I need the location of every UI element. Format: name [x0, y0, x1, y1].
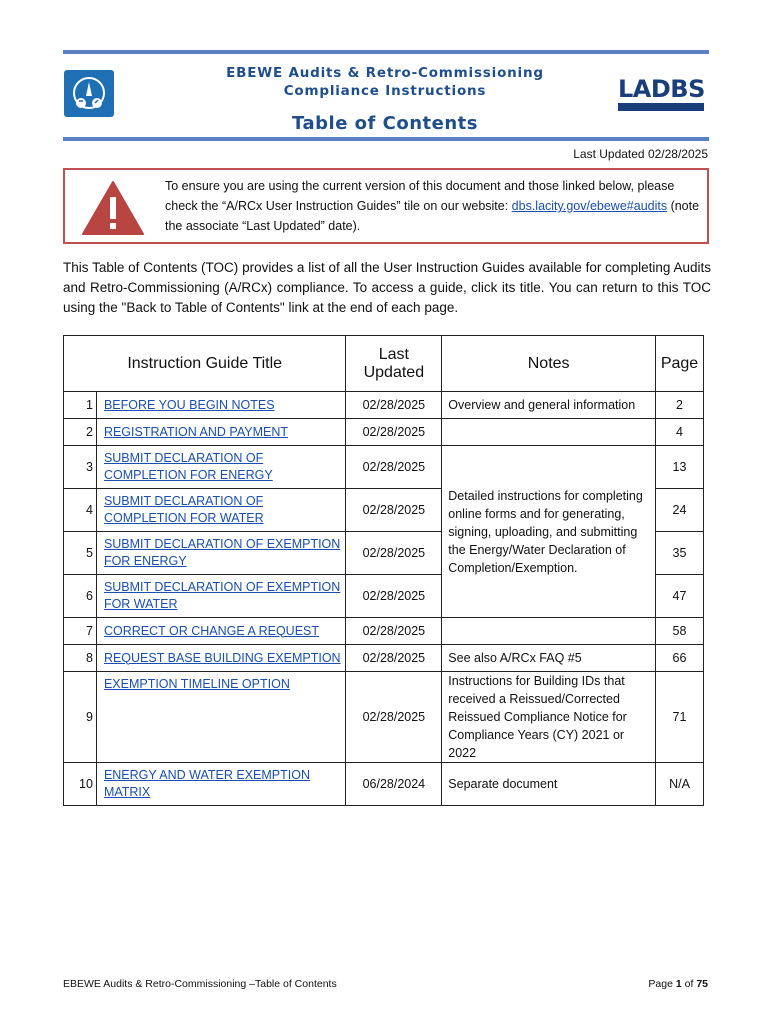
row-title-cell	[96, 532, 345, 575]
row-title-cell	[96, 392, 345, 419]
table-row	[64, 763, 704, 806]
row-page: 13	[656, 446, 704, 489]
row-notes: Overview and general information	[442, 392, 656, 419]
row-title-cell	[96, 489, 345, 532]
page-current: 1	[675, 978, 682, 990]
guide-link[interactable]: REQUEST BASE BUILDING EXEMPTION	[103, 650, 341, 665]
row-page: 47	[656, 575, 704, 618]
last-updated-date: Last Updated 02/28/2025	[573, 147, 708, 161]
guide-link[interactable]: SUBMIT DECLARATION OF EXEMPTION FOR ENERGY	[103, 537, 341, 568]
table-row	[64, 392, 704, 419]
merged-notes: Detailed instructions for completing online forms and for generating, signing, uploading, and submitting the Energy/Water Declaration of Completion/Exemption.	[442, 446, 656, 618]
table-row	[64, 446, 704, 489]
row-title-cell	[96, 419, 345, 446]
guide-link[interactable]: ENERGY AND WATER EXEMPTION MATRIX	[103, 768, 310, 799]
warning-text	[165, 176, 701, 236]
header-updated-line2: Updated	[363, 363, 425, 381]
row-date: 02/28/2025	[346, 446, 442, 489]
top-divider	[63, 50, 709, 54]
row-number: 10	[64, 763, 97, 806]
row-number: 7	[64, 618, 97, 645]
header-page: Page	[656, 336, 704, 392]
warning-box	[63, 168, 709, 244]
table-row	[64, 672, 704, 763]
row-date: 02/28/2025	[346, 419, 442, 446]
page-total: 75	[696, 978, 708, 990]
row-notes: Separate document	[442, 763, 656, 806]
row-number: 8	[64, 645, 97, 672]
footer-page-number	[648, 978, 708, 990]
header-updated-line1: Last	[378, 345, 409, 363]
row-page: N/A	[656, 763, 704, 806]
page-prefix: Page	[648, 978, 676, 990]
website-link[interactable]: dbs.lacity.gov/ebewe#audits	[511, 199, 668, 213]
row-number: 2	[64, 419, 97, 446]
row-date: 02/28/2025	[346, 575, 442, 618]
row-date: 02/28/2025	[346, 618, 442, 645]
page-mid: of	[681, 978, 697, 990]
row-number: 9	[64, 672, 97, 763]
row-page: 71	[656, 672, 704, 763]
toc-header-row	[64, 336, 704, 392]
warning-text-before: To ensure you are using the current version of this document and those linked below, please check the “A/RCx User Instruction Guides” tile on our website:	[165, 179, 675, 213]
ladbs-logo-bar	[618, 103, 704, 111]
guide-link[interactable]: BEFORE YOU BEGIN NOTES	[103, 397, 275, 412]
row-number: 3	[64, 446, 97, 489]
ladbs-logo-text: LADBS	[618, 75, 705, 103]
row-date: 02/28/2025	[346, 672, 442, 763]
header-line-1: EBEWE Audits & Retro-Commissioning	[226, 65, 544, 81]
warning-text-after: (note the associate “Last Updated” date).	[165, 199, 700, 233]
row-number: 5	[64, 532, 97, 575]
row-notes	[442, 419, 656, 446]
row-page: 58	[656, 618, 704, 645]
row-page: 4	[656, 419, 704, 446]
row-title-cell	[96, 618, 345, 645]
ladbs-logo	[618, 76, 708, 112]
row-page: 66	[656, 645, 704, 672]
row-notes: Instructions for Building IDs that received a Reissued/Corrected Reissued Compliance Notice for Compliance Years (CY) 2021 or 2022	[442, 672, 656, 763]
row-number: 1	[64, 392, 97, 419]
row-date: 02/28/2025	[346, 489, 442, 532]
row-date: 06/28/2024	[346, 763, 442, 806]
page-title: Table of Contents	[292, 113, 478, 134]
row-notes	[442, 618, 656, 645]
row-title-cell	[96, 446, 345, 489]
header-notes: Notes	[442, 336, 656, 392]
warning-icon	[81, 180, 145, 241]
guide-link[interactable]: REGISTRATION AND PAYMENT	[103, 424, 288, 439]
row-date: 02/28/2025	[346, 532, 442, 575]
row-notes: See also A/RCx FAQ #5	[442, 645, 656, 672]
intro-paragraph: This Table of Contents (TOC) provides a list of all the User Instruction Guides available for completing Audits and Retro-Commissioning (A/RCx) compliance. To access a guide, click its title. You can return to this TOC using the "Back to Table of Contents" link at the end of each page.	[63, 260, 711, 315]
document-header	[150, 65, 620, 134]
toc-table	[63, 335, 704, 806]
table-row	[64, 618, 704, 645]
row-number: 4	[64, 489, 97, 532]
header-line-2: Compliance Instructions	[283, 83, 487, 99]
header-last-updated	[346, 336, 442, 392]
guide-link[interactable]: SUBMIT DECLARATION OF EXEMPTION FOR WATER	[103, 580, 341, 611]
guide-link[interactable]: EXEMPTION TIMELINE OPTION	[103, 677, 290, 691]
row-title-cell	[96, 763, 345, 806]
row-page: 35	[656, 532, 704, 575]
header-title: Instruction Guide Title	[64, 336, 346, 392]
guide-link[interactable]: CORRECT OR CHANGE A REQUEST	[103, 623, 320, 638]
row-date: 02/28/2025	[346, 392, 442, 419]
footer-title: EBEWE Audits & Retro-Commissioning –Table of Contents	[63, 978, 337, 990]
row-page: 2	[656, 392, 704, 419]
row-title-cell	[96, 645, 345, 672]
row-date: 02/28/2025	[346, 645, 442, 672]
table-row	[64, 645, 704, 672]
row-page: 24	[656, 489, 704, 532]
guide-link[interactable]: SUBMIT DECLARATION OF COMPLETION FOR ENERGY	[103, 451, 273, 482]
row-title-cell	[96, 672, 345, 763]
table-row	[64, 419, 704, 446]
guide-link[interactable]: SUBMIT DECLARATION OF COMPLETION FOR WATER	[103, 494, 264, 525]
ebewe-logo	[64, 70, 114, 117]
header-divider	[63, 137, 709, 141]
row-number: 6	[64, 575, 97, 618]
row-title-cell	[96, 575, 345, 618]
